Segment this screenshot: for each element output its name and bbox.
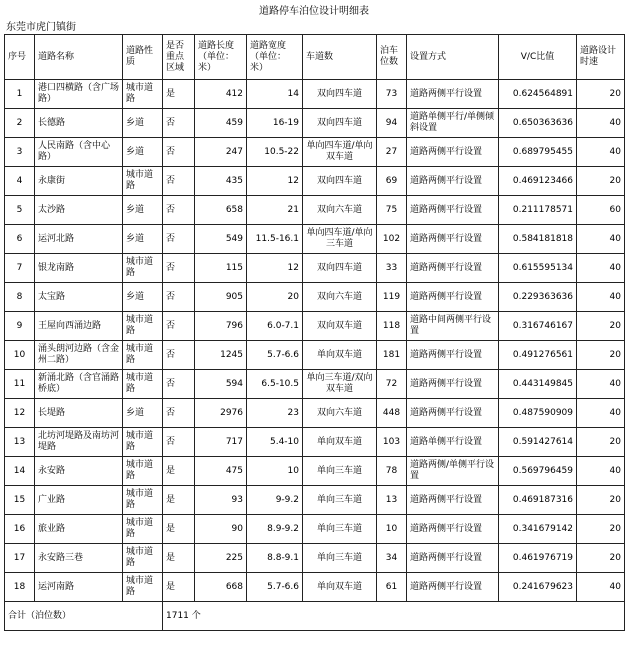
cell-key-area: 否: [163, 283, 195, 312]
cell-layout-method: 道路两侧平行设置: [407, 80, 499, 109]
cell-design-speed: 40: [577, 138, 625, 167]
cell-row-index: 6: [5, 225, 35, 254]
cell-parking-count: 61: [377, 573, 407, 602]
cell-lane-count: 双向四车道: [303, 254, 377, 283]
cell-road-type: 城市道路: [123, 80, 163, 109]
header-cell: 道路名称: [35, 35, 123, 80]
cell-road-type: 乡道: [123, 399, 163, 428]
cell-parking-count: 103: [377, 428, 407, 457]
document-subtitle: 东莞市虎门镇街: [6, 22, 76, 33]
header-cell: 序号: [5, 35, 35, 80]
header-cell: 设置方式: [407, 35, 499, 80]
table-row: [5, 399, 625, 428]
table-row: [5, 515, 625, 544]
cell-layout-method: 道路两侧平行设置: [407, 573, 499, 602]
cell-lane-count: 单向三车道: [303, 544, 377, 573]
cell-parking-count: 69: [377, 167, 407, 196]
cell-lane-count: 单向三车道: [303, 515, 377, 544]
cell-road-name: 永安路三巷: [35, 544, 123, 573]
cell-road-name: 运河北路: [35, 225, 123, 254]
cell-lane-count: 单向双车道: [303, 428, 377, 457]
cell-vc-ratio: 0.689795455: [499, 138, 577, 167]
cell-road-name: 运河南路: [35, 573, 123, 602]
cell-parking-count: 118: [377, 312, 407, 341]
cell-road-name: 长堤路: [35, 399, 123, 428]
cell-parking-count: 34: [377, 544, 407, 573]
cell-row-index: 11: [5, 370, 35, 399]
cell-lane-count: 双向四车道: [303, 167, 377, 196]
cell-vc-ratio: 0.615595134: [499, 254, 577, 283]
cell-design-speed: 40: [577, 283, 625, 312]
cell-row-index: 16: [5, 515, 35, 544]
cell-road-length: 459: [195, 109, 247, 138]
cell-parking-count: 72: [377, 370, 407, 399]
cell-layout-method: 道路两侧平行设置: [407, 370, 499, 399]
cell-road-length: 668: [195, 573, 247, 602]
cell-road-length: 412: [195, 80, 247, 109]
cell-layout-method: 道路单侧平行/单侧倾斜设置: [407, 109, 499, 138]
cell-layout-method: 道路两侧平行设置: [407, 486, 499, 515]
cell-key-area: 否: [163, 399, 195, 428]
table-row: [5, 486, 625, 515]
cell-lane-count: 双向六车道: [303, 283, 377, 312]
cell-road-length: 435: [195, 167, 247, 196]
cell-row-index: 17: [5, 544, 35, 573]
cell-road-type: 城市道路: [123, 312, 163, 341]
table-footer-row: [5, 602, 625, 631]
cell-parking-count: 73: [377, 80, 407, 109]
cell-road-name: 银龙南路: [35, 254, 123, 283]
cell-row-index: 4: [5, 167, 35, 196]
cell-road-type: 城市道路: [123, 515, 163, 544]
cell-design-speed: 40: [577, 254, 625, 283]
cell-road-length: 115: [195, 254, 247, 283]
cell-road-name: 永康街: [35, 167, 123, 196]
cell-lane-count: 单向四车道/单向三车道: [303, 225, 377, 254]
cell-row-index: 14: [5, 457, 35, 486]
cell-road-name: 太沙路: [35, 196, 123, 225]
document-title: 道路停车泊位设计明细表: [259, 6, 369, 17]
cell-road-type: 乡道: [123, 138, 163, 167]
cell-road-width: 20: [247, 283, 303, 312]
cell-road-width: 11.5-16.1: [247, 225, 303, 254]
cell-design-speed: 60: [577, 196, 625, 225]
cell-road-width: 6.5-10.5: [247, 370, 303, 399]
cell-key-area: 是: [163, 457, 195, 486]
cell-key-area: 否: [163, 254, 195, 283]
cell-lane-count: 双向四车道: [303, 80, 377, 109]
cell-row-index: 15: [5, 486, 35, 515]
cell-row-index: 5: [5, 196, 35, 225]
cell-vc-ratio: 0.211178571: [499, 196, 577, 225]
cell-design-speed: 20: [577, 167, 625, 196]
cell-road-width: 21: [247, 196, 303, 225]
cell-key-area: 否: [163, 196, 195, 225]
cell-road-length: 2976: [195, 399, 247, 428]
table-row: [5, 109, 625, 138]
cell-layout-method: 道路两侧平行设置: [407, 225, 499, 254]
cell-parking-count: 13: [377, 486, 407, 515]
cell-key-area: 是: [163, 573, 195, 602]
cell-road-name: 新涌北路（含官涌路桥底）: [35, 370, 123, 399]
cell-vc-ratio: 0.316746167: [499, 312, 577, 341]
cell-parking-count: 10: [377, 515, 407, 544]
cell-road-type: 乡道: [123, 109, 163, 138]
cell-vc-ratio: 0.624564891: [499, 80, 577, 109]
total-value: 1711 个: [163, 602, 625, 631]
cell-lane-count: 单向三车道: [303, 457, 377, 486]
cell-road-width: 5.7-6.6: [247, 573, 303, 602]
cell-road-length: 796: [195, 312, 247, 341]
cell-row-index: 2: [5, 109, 35, 138]
cell-layout-method: 道路两侧平行设置: [407, 399, 499, 428]
cell-road-type: 城市道路: [123, 573, 163, 602]
cell-road-type: 城市道路: [123, 341, 163, 370]
cell-vc-ratio: 0.241679623: [499, 573, 577, 602]
table-row: [5, 196, 625, 225]
cell-vc-ratio: 0.584181818: [499, 225, 577, 254]
cell-road-width: 16-19: [247, 109, 303, 138]
cell-layout-method: 道路两侧平行设置: [407, 196, 499, 225]
cell-design-speed: 40: [577, 370, 625, 399]
cell-key-area: 否: [163, 428, 195, 457]
cell-key-area: 是: [163, 544, 195, 573]
cell-road-width: 10.5-22: [247, 138, 303, 167]
cell-key-area: 否: [163, 370, 195, 399]
cell-road-name: 广业路: [35, 486, 123, 515]
cell-design-speed: 20: [577, 544, 625, 573]
table-row: [5, 167, 625, 196]
cell-road-type: 乡道: [123, 196, 163, 225]
table-row: [5, 370, 625, 399]
cell-road-width: 12: [247, 254, 303, 283]
cell-key-area: 否: [163, 225, 195, 254]
cell-road-name: 港口四横路（含广场路）: [35, 80, 123, 109]
cell-road-width: 10: [247, 457, 303, 486]
table-row: [5, 457, 625, 486]
cell-design-speed: 20: [577, 428, 625, 457]
cell-key-area: 否: [163, 138, 195, 167]
cell-road-type: 乡道: [123, 225, 163, 254]
cell-parking-count: 119: [377, 283, 407, 312]
table-header-row: [5, 35, 625, 80]
cell-design-speed: 20: [577, 486, 625, 515]
cell-layout-method: 道路两侧平行设置: [407, 138, 499, 167]
header-cell: 泊车位数: [377, 35, 407, 80]
cell-row-index: 12: [5, 399, 35, 428]
header-cell: 车道数: [303, 35, 377, 80]
cell-road-name: 北坊河堤路及南坊河堤路: [35, 428, 123, 457]
cell-road-length: 93: [195, 486, 247, 515]
cell-road-width: 23: [247, 399, 303, 428]
cell-road-width: 5.7-6.6: [247, 341, 303, 370]
table-row: [5, 283, 625, 312]
cell-key-area: 否: [163, 312, 195, 341]
cell-row-index: 1: [5, 80, 35, 109]
cell-road-name: 王屋向西涌边路: [35, 312, 123, 341]
cell-road-width: 9-9.2: [247, 486, 303, 515]
cell-road-length: 658: [195, 196, 247, 225]
cell-road-length: 594: [195, 370, 247, 399]
cell-parking-count: 181: [377, 341, 407, 370]
cell-design-speed: 40: [577, 399, 625, 428]
cell-vc-ratio: 0.341679142: [499, 515, 577, 544]
cell-road-type: 乡道: [123, 283, 163, 312]
cell-key-area: 否: [163, 167, 195, 196]
cell-layout-method: 道路两侧平行设置: [407, 254, 499, 283]
header-cell: 是否重点区域: [163, 35, 195, 80]
header-cell: 道路长度（单位：米）: [195, 35, 247, 80]
cell-design-speed: 20: [577, 80, 625, 109]
table-row: [5, 341, 625, 370]
cell-road-type: 城市道路: [123, 486, 163, 515]
cell-layout-method: 道路单侧平行设置: [407, 428, 499, 457]
cell-key-area: 是: [163, 515, 195, 544]
cell-road-type: 城市道路: [123, 167, 163, 196]
cell-road-length: 549: [195, 225, 247, 254]
cell-lane-count: 单向三车道/双向双车道: [303, 370, 377, 399]
cell-vc-ratio: 0.229363636: [499, 283, 577, 312]
cell-parking-count: 94: [377, 109, 407, 138]
cell-row-index: 18: [5, 573, 35, 602]
cell-road-name: 人民南路（含中心路）: [35, 138, 123, 167]
cell-layout-method: 道路两侧平行设置: [407, 515, 499, 544]
cell-layout-method: 道路两侧平行设置: [407, 341, 499, 370]
cell-row-index: 7: [5, 254, 35, 283]
cell-road-name: 旅业路: [35, 515, 123, 544]
cell-road-length: 905: [195, 283, 247, 312]
cell-design-speed: 40: [577, 109, 625, 138]
cell-design-speed: 20: [577, 312, 625, 341]
cell-design-speed: 20: [577, 515, 625, 544]
cell-road-length: 90: [195, 515, 247, 544]
cell-road-width: 6.0-7.1: [247, 312, 303, 341]
cell-row-index: 13: [5, 428, 35, 457]
cell-road-type: 城市道路: [123, 254, 163, 283]
cell-lane-count: 双向六车道: [303, 399, 377, 428]
cell-lane-count: 单向双车道: [303, 341, 377, 370]
cell-parking-count: 33: [377, 254, 407, 283]
table-row: [5, 80, 625, 109]
cell-parking-count: 102: [377, 225, 407, 254]
cell-road-type: 城市道路: [123, 428, 163, 457]
cell-road-width: 8.9-9.2: [247, 515, 303, 544]
cell-road-name: 长德路: [35, 109, 123, 138]
cell-layout-method: 道路两侧平行设置: [407, 544, 499, 573]
header-cell: V/C比值: [499, 35, 577, 80]
table-row: [5, 225, 625, 254]
cell-road-type: 城市道路: [123, 370, 163, 399]
cell-key-area: 否: [163, 341, 195, 370]
cell-lane-count: 双向四车道: [303, 109, 377, 138]
cell-road-name: 永安路: [35, 457, 123, 486]
cell-road-length: 247: [195, 138, 247, 167]
header-cell: 道路宽度（单位：米）: [247, 35, 303, 80]
table-row: [5, 138, 625, 167]
cell-parking-count: 78: [377, 457, 407, 486]
cell-row-index: 9: [5, 312, 35, 341]
header-cell: 道路性质: [123, 35, 163, 80]
cell-vc-ratio: 0.469187316: [499, 486, 577, 515]
cell-vc-ratio: 0.461976719: [499, 544, 577, 573]
cell-road-name: 涌头朗河边路（含金州二路）: [35, 341, 123, 370]
table-row: [5, 428, 625, 457]
cell-vc-ratio: 0.469123466: [499, 167, 577, 196]
cell-design-speed: 40: [577, 225, 625, 254]
cell-layout-method: 道路中间两侧平行设置: [407, 312, 499, 341]
cell-vc-ratio: 0.569796459: [499, 457, 577, 486]
table-row: [5, 544, 625, 573]
cell-design-speed: 40: [577, 457, 625, 486]
table-body: [5, 80, 625, 602]
total-label: 合计（泊位数）: [5, 602, 163, 631]
cell-design-speed: 40: [577, 573, 625, 602]
table-row: [5, 254, 625, 283]
cell-key-area: 否: [163, 109, 195, 138]
cell-vc-ratio: 0.650363636: [499, 109, 577, 138]
cell-road-length: 717: [195, 428, 247, 457]
cell-road-type: 城市道路: [123, 457, 163, 486]
table-row: [5, 312, 625, 341]
parking-design-table: [4, 34, 625, 631]
cell-layout-method: 道路两侧平行设置: [407, 167, 499, 196]
cell-layout-method: 道路两侧平行设置: [407, 283, 499, 312]
cell-vc-ratio: 0.491276561: [499, 341, 577, 370]
cell-parking-count: 448: [377, 399, 407, 428]
header-cell: 道路设计时速: [577, 35, 625, 80]
cell-row-index: 3: [5, 138, 35, 167]
cell-road-width: 12: [247, 167, 303, 196]
cell-key-area: 是: [163, 80, 195, 109]
cell-vc-ratio: 0.487590909: [499, 399, 577, 428]
cell-road-width: 5.4-10: [247, 428, 303, 457]
cell-lane-count: 双向双车道: [303, 312, 377, 341]
cell-parking-count: 27: [377, 138, 407, 167]
cell-road-width: 8.8-9.1: [247, 544, 303, 573]
table-row: [5, 573, 625, 602]
cell-key-area: 是: [163, 486, 195, 515]
cell-lane-count: 单向四车道/单向双车道: [303, 138, 377, 167]
cell-road-length: 475: [195, 457, 247, 486]
cell-road-name: 太宝路: [35, 283, 123, 312]
cell-lane-count: 双向六车道: [303, 196, 377, 225]
cell-parking-count: 75: [377, 196, 407, 225]
cell-lane-count: 单向双车道: [303, 573, 377, 602]
cell-road-length: 1245: [195, 341, 247, 370]
cell-row-index: 10: [5, 341, 35, 370]
cell-design-speed: 20: [577, 341, 625, 370]
cell-road-type: 城市道路: [123, 544, 163, 573]
cell-vc-ratio: 0.443149845: [499, 370, 577, 399]
cell-road-width: 14: [247, 80, 303, 109]
cell-road-length: 225: [195, 544, 247, 573]
cell-layout-method: 道路两侧/单侧平行设置: [407, 457, 499, 486]
cell-lane-count: 单向三车道: [303, 486, 377, 515]
cell-row-index: 8: [5, 283, 35, 312]
cell-vc-ratio: 0.591427614: [499, 428, 577, 457]
